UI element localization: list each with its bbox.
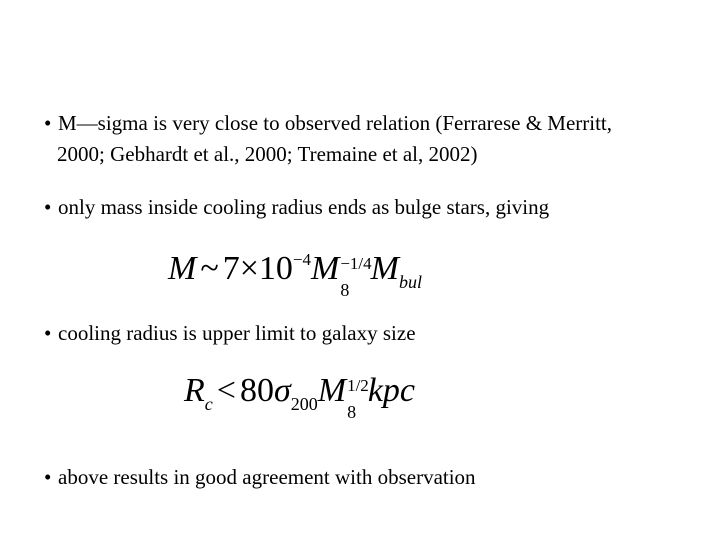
- bullet-text: above results in good agreement with observation: [58, 465, 476, 489]
- eq1-tail: M: [370, 250, 399, 287]
- eq2-var-sub: 8: [347, 402, 357, 422]
- bullet-text: only mass inside cooling radius ends as bulge stars, giving: [58, 195, 550, 219]
- bullet-agreement: [44, 462, 714, 493]
- eq2-var: M: [317, 372, 347, 409]
- eq2-lhs-sub: c: [204, 394, 213, 414]
- bullet-cooling-radius: [44, 318, 714, 349]
- eq2-var-sup: 1/2: [347, 376, 369, 395]
- equation-bulge-mass: [168, 250, 422, 300]
- eq2-lhs: R: [184, 372, 205, 409]
- bullet-text: cooling radius is upper limit to galaxy size: [58, 321, 416, 345]
- equation-cooling-radius: [184, 372, 415, 422]
- eq1-base: 10: [258, 250, 293, 287]
- bullet-marker: •: [44, 111, 52, 135]
- eq1-var-sup: −1/4: [340, 254, 372, 273]
- eq2-unit: kpc: [367, 372, 415, 409]
- bullet-cooling-mass: [44, 192, 714, 223]
- bullet-marker: •: [44, 465, 52, 489]
- eq1-lhs: M: [168, 250, 197, 287]
- eq1-times: ×: [239, 250, 259, 287]
- eq1-exp: −4: [292, 250, 312, 269]
- eq1-var: M: [311, 250, 340, 287]
- eq1-tail-sub: bul: [398, 272, 422, 292]
- eq2-sigma-sub: 200: [290, 394, 318, 414]
- eq2-rel: <: [216, 372, 236, 409]
- eq2-var-scripts: [346, 376, 369, 422]
- eq2-sigma: σ: [273, 372, 291, 409]
- bullet-marker: •: [44, 195, 52, 219]
- eq1-var-sub: 8: [340, 280, 350, 300]
- bullet-text-line2: 2000; Gebhardt et al., 2000; Tremaine et al, 2002): [57, 142, 478, 166]
- eq1-coef: 7: [222, 250, 240, 287]
- bullet-text-line1: M—sigma is very close to observed relation (Ferrarese & Merritt,: [58, 111, 613, 135]
- eq1-rel: ~: [200, 250, 219, 287]
- bullet-m-sigma: [44, 108, 714, 170]
- eq1-var-scripts: [339, 254, 372, 300]
- bullet-marker: •: [44, 321, 52, 345]
- eq2-coef: 80: [239, 372, 274, 409]
